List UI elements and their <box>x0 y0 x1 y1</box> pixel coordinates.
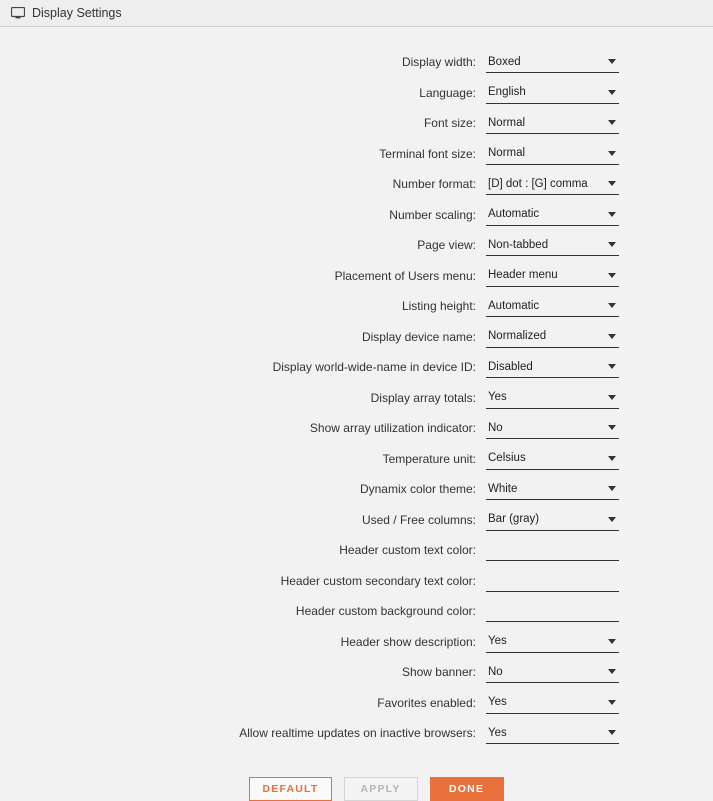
setting-label: Display array totals: <box>370 390 476 405</box>
chevron-down-icon <box>608 334 616 339</box>
setting-control <box>486 82 621 104</box>
setting-control <box>486 173 621 195</box>
setting-control <box>486 265 621 287</box>
setting-select-value: Non-tabbed <box>488 238 549 251</box>
setting-select-value: Automatic <box>488 208 540 221</box>
setting-control <box>486 51 621 73</box>
setting-control <box>486 356 621 378</box>
settings-content <box>0 27 713 801</box>
setting-select-value: No <box>488 665 503 678</box>
setting-select[interactable] <box>486 509 619 531</box>
setting-label: Dynamix color theme: <box>359 482 476 497</box>
setting-control <box>486 570 621 592</box>
setting-select[interactable] <box>486 143 619 165</box>
setting-select-value: Normal <box>488 116 526 129</box>
setting-control <box>486 295 621 317</box>
chevron-down-icon <box>608 669 616 674</box>
setting-row <box>0 47 713 78</box>
setting-label: Allow realtime updates on inactive browsers: <box>239 726 476 741</box>
setting-row <box>0 230 713 261</box>
setting-row <box>0 474 713 505</box>
setting-label: Show array utilization indicator: <box>309 421 476 436</box>
setting-label: Display width: <box>401 55 476 70</box>
setting-control <box>486 326 621 348</box>
setting-select[interactable] <box>486 326 619 348</box>
chevron-down-icon <box>608 639 616 644</box>
chevron-down-icon <box>608 151 616 156</box>
chevron-down-icon <box>608 700 616 705</box>
setting-select-value: Yes <box>488 696 507 709</box>
setting-label: Display device name: <box>361 329 476 344</box>
chevron-down-icon <box>608 517 616 522</box>
setting-control <box>486 478 621 500</box>
chevron-down-icon <box>608 90 616 95</box>
setting-select-value: No <box>488 421 503 434</box>
setting-row <box>0 444 713 475</box>
setting-control <box>486 204 621 226</box>
setting-select[interactable] <box>486 661 619 683</box>
window-title: Display Settings <box>32 6 122 20</box>
setting-row <box>0 383 713 414</box>
setting-row <box>0 139 713 170</box>
setting-select[interactable] <box>486 417 619 439</box>
setting-select-value: English <box>488 86 526 99</box>
setting-select[interactable] <box>486 722 619 744</box>
chevron-down-icon <box>608 364 616 369</box>
chevron-down-icon <box>608 212 616 217</box>
setting-row <box>0 718 713 749</box>
setting-select[interactable] <box>486 265 619 287</box>
setting-control <box>486 722 621 744</box>
setting-select-value: Bar (gray) <box>488 513 540 526</box>
setting-row <box>0 261 713 292</box>
setting-control <box>486 509 621 531</box>
setting-select[interactable] <box>486 478 619 500</box>
setting-control <box>486 387 621 409</box>
chevron-down-icon <box>608 273 616 278</box>
setting-label: Header show description: <box>340 634 476 649</box>
setting-select[interactable] <box>486 295 619 317</box>
setting-select-value: Yes <box>488 391 507 404</box>
setting-control <box>486 417 621 439</box>
setting-select-value: Yes <box>488 726 507 739</box>
setting-row <box>0 596 713 627</box>
setting-control <box>486 600 621 622</box>
setting-label: Favorites enabled: <box>377 695 476 710</box>
setting-select-value: Disabled <box>488 360 533 373</box>
setting-row <box>0 78 713 109</box>
setting-label: Header custom text color: <box>339 543 476 558</box>
setting-label: Number format: <box>392 177 476 192</box>
setting-control <box>486 234 621 256</box>
setting-row <box>0 322 713 353</box>
setting-label: Used / Free columns: <box>361 512 476 527</box>
setting-label: Temperature unit: <box>382 451 476 466</box>
form-buttons <box>0 777 713 801</box>
setting-select[interactable] <box>486 234 619 256</box>
setting-select[interactable] <box>486 51 619 73</box>
setting-select-value: White <box>488 482 518 495</box>
setting-select-value: Header menu <box>488 269 558 282</box>
setting-row <box>0 108 713 139</box>
window-titlebar <box>0 0 713 27</box>
setting-select[interactable] <box>486 112 619 134</box>
setting-row <box>0 200 713 231</box>
setting-select[interactable] <box>486 356 619 378</box>
setting-row <box>0 627 713 658</box>
chevron-down-icon <box>608 486 616 491</box>
default-button[interactable]: DEFAULT <box>249 777 331 801</box>
setting-row <box>0 566 713 597</box>
setting-row <box>0 535 713 566</box>
setting-label: Header custom background color: <box>295 604 476 619</box>
setting-select-value: Automatic <box>488 299 540 312</box>
setting-control <box>486 112 621 134</box>
chevron-down-icon <box>608 456 616 461</box>
setting-text-input[interactable] <box>486 600 619 622</box>
setting-control <box>486 143 621 165</box>
chevron-down-icon <box>608 242 616 247</box>
setting-select[interactable] <box>486 448 619 470</box>
settings-form <box>0 47 713 749</box>
chevron-down-icon <box>608 425 616 430</box>
setting-row <box>0 291 713 322</box>
setting-select-value: Yes <box>488 635 507 648</box>
chevron-down-icon <box>608 120 616 125</box>
setting-select-value: Celsius <box>488 452 526 465</box>
setting-label: Font size: <box>423 116 476 131</box>
setting-label: Listing height: <box>401 299 476 314</box>
setting-row <box>0 352 713 383</box>
setting-label: Language: <box>419 85 476 100</box>
setting-control <box>486 661 621 683</box>
monitor-icon <box>10 6 25 21</box>
chevron-down-icon <box>608 59 616 64</box>
setting-control <box>486 631 621 653</box>
setting-select-value: Normalized <box>488 330 547 343</box>
setting-control <box>486 692 621 714</box>
setting-label: Show banner: <box>401 665 476 680</box>
apply-button[interactable]: APPLY <box>344 777 418 801</box>
setting-row <box>0 413 713 444</box>
setting-text-input[interactable] <box>486 570 619 592</box>
setting-label: Header custom secondary text color: <box>280 573 476 588</box>
setting-select[interactable] <box>486 387 619 409</box>
setting-select[interactable] <box>486 692 619 714</box>
chevron-down-icon <box>608 395 616 400</box>
setting-control <box>486 448 621 470</box>
setting-label: Page view: <box>417 238 476 253</box>
chevron-down-icon <box>608 303 616 308</box>
setting-row <box>0 688 713 719</box>
done-button[interactable]: DONE <box>430 777 504 801</box>
setting-label: Number scaling: <box>389 207 476 222</box>
setting-select[interactable] <box>486 631 619 653</box>
setting-row <box>0 169 713 200</box>
setting-row <box>0 657 713 688</box>
setting-row <box>0 505 713 536</box>
setting-text-input[interactable] <box>486 539 619 561</box>
setting-label: Display world-wide-name in device ID: <box>272 360 476 375</box>
setting-label: Terminal font size: <box>379 146 476 161</box>
setting-label: Placement of Users menu: <box>334 268 476 283</box>
chevron-down-icon <box>608 181 616 186</box>
setting-select[interactable] <box>486 204 619 226</box>
setting-select-value: Normal <box>488 147 526 160</box>
setting-select[interactable] <box>486 173 619 195</box>
setting-select-value: [D] dot : [G] comma <box>488 177 588 190</box>
setting-control <box>486 539 621 561</box>
chevron-down-icon <box>608 730 616 735</box>
setting-select-value: Boxed <box>488 55 521 68</box>
setting-select[interactable] <box>486 82 619 104</box>
